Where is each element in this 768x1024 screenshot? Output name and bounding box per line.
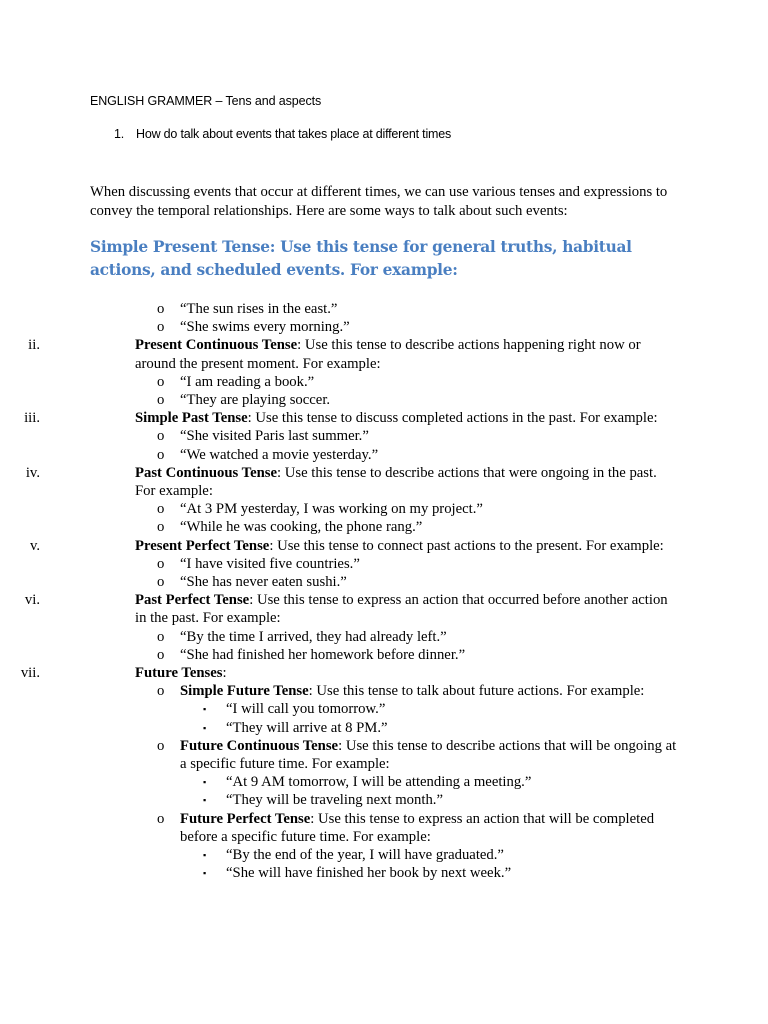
list-marker: iii.: [24, 410, 40, 427]
example-item: [0, 555, 680, 573]
example-text: “She has never eaten sushi.”: [180, 574, 347, 591]
example-item: [0, 646, 680, 664]
example-text: “The sun rises in the east.”: [180, 301, 338, 317]
example-text: “By the end of the year, I will have graduated.”: [226, 847, 504, 864]
example-text: “I will call you tomorrow.”: [226, 701, 386, 718]
example-text: “They will arrive at 8 PM.”: [226, 719, 388, 736]
tense-item: [0, 336, 680, 372]
example-text: “She visited Paris last summer.”: [180, 428, 369, 445]
example-item: [0, 791, 680, 809]
example-text: “I have visited five countries.”: [180, 555, 360, 572]
example-item: [0, 628, 680, 646]
tense-term: Past Perfect Tense: [135, 592, 250, 609]
list-marker: ii.: [28, 337, 40, 354]
example-item: [0, 446, 680, 464]
example-text: “While he was cooking, the phone rang.”: [180, 519, 423, 536]
example-item: [0, 700, 680, 718]
example-text: “At 3 PM yesterday, I was working on my project.”: [180, 501, 483, 518]
tense-list: [0, 300, 768, 883]
list-marker: v.: [29, 537, 40, 554]
example-text: “By the time I arrived, they had already left.”: [180, 628, 447, 645]
intro-paragraph: When discussing events that occur at different times, we can use various tenses and expressions to convey the temporal relationships. Here are some ways to talk about such events:: [90, 184, 668, 219]
bullet-circle-icon: o: [157, 574, 165, 591]
tense-term: Future Tenses: [135, 665, 223, 682]
bullet-circle-icon: o: [157, 373, 165, 390]
subtense-description: : Use this tense to express an action that will be completed before a specific future time. For example:: [180, 810, 655, 845]
tense-description: : Use this tense to connect past actions to the present. For example:: [269, 537, 664, 554]
question-item: [114, 127, 451, 141]
example-item: [0, 391, 680, 409]
example-item: [0, 500, 680, 518]
bullet-circle-icon: o: [157, 555, 165, 572]
tense-description: : Use this tense to describe actions happening right now or around the present moment. For example:: [135, 337, 641, 372]
section-heading: Simple Present Tense: Use this tense for general truths, habitual actions, and scheduled events. For example:: [90, 238, 632, 279]
tense-term: Present Continuous Tense: [135, 337, 298, 354]
tense-item: [0, 537, 680, 555]
example-item: [0, 300, 680, 318]
bullet-circle-icon: o: [157, 519, 165, 536]
tense-item: [0, 409, 680, 427]
tense-description: : Use this tense to discuss completed actions in the past. For example:: [247, 410, 658, 427]
bullet-circle-icon: o: [157, 319, 165, 336]
example-text: “We watched a movie yesterday.”: [180, 446, 379, 463]
example-item: [0, 573, 680, 591]
tense-description: : Use this tense to describe actions that were ongoing in the past. For example:: [135, 464, 657, 500]
list-marker: vi.: [24, 592, 40, 609]
example-item: [0, 427, 680, 445]
bullet-circle-icon: o: [157, 810, 165, 827]
tense-item: [0, 464, 680, 500]
subtense-item: [0, 682, 680, 700]
subtense-term: Future Perfect Tense: [180, 810, 311, 827]
tense-item: [0, 664, 680, 682]
tense-description: : Use this tense to express an action that occurred before another action in the past. For example:: [135, 592, 668, 627]
example-text: “She swims every morning.”: [180, 319, 350, 336]
bullet-circle-icon: o: [157, 628, 165, 645]
example-text: “They are playing soccer.: [180, 392, 331, 409]
bullet-circle-icon: o: [157, 446, 165, 463]
tense-term: Past Continuous Tense: [135, 464, 278, 481]
bullet-circle-icon: o: [157, 737, 165, 754]
bullet-square-icon: ▪: [203, 777, 207, 788]
tense-term: Simple Past Tense: [135, 410, 248, 427]
subtense-description: : Use this tense to talk about future actions. For example:: [308, 683, 645, 700]
example-item: [0, 773, 680, 791]
example-text: “She will have finished her book by next week.”: [226, 865, 512, 882]
example-text: “They will be traveling next month.”: [226, 792, 443, 809]
tense-item: [0, 591, 680, 627]
bullet-circle-icon: o: [157, 683, 165, 700]
bullet-circle-icon: o: [157, 501, 165, 518]
bullet-circle-icon: o: [157, 392, 165, 409]
question-number: 1.: [114, 127, 125, 141]
example-item: [0, 518, 680, 536]
example-item: [0, 846, 680, 864]
example-item: [0, 318, 680, 336]
example-text: “At 9 AM tomorrow, I will be attending a meeting.”: [226, 774, 532, 791]
bullet-square-icon: ▪: [203, 868, 207, 879]
bullet-circle-icon: o: [157, 646, 165, 663]
tense-description: :: [222, 665, 227, 682]
example-item: [0, 373, 680, 391]
subtense-description: : Use this tense to describe actions that will be ongoing at a specific future time. For example:: [180, 737, 677, 773]
example-text: “I am reading a book.”: [180, 373, 315, 390]
bullet-square-icon: ▪: [203, 795, 207, 806]
list-marker: vii.: [20, 665, 40, 682]
example-item: [0, 719, 680, 737]
example-item: [0, 864, 680, 882]
document-title: ENGLISH GRAMMER – Tens and aspects: [90, 94, 322, 108]
bullet-square-icon: ▪: [203, 704, 207, 715]
subtense-item: [0, 737, 680, 773]
example-text: “She had finished her homework before dinner.”: [180, 646, 466, 663]
bullet-circle-icon: o: [157, 301, 165, 317]
bullet-circle-icon: o: [157, 428, 165, 445]
subtense-item: [0, 810, 680, 846]
tense-term: Present Perfect Tense: [135, 537, 270, 554]
list-marker: iv.: [25, 464, 40, 481]
subtense-term: Simple Future Tense: [180, 683, 309, 700]
bullet-square-icon: ▪: [203, 722, 207, 733]
question-text: How do talk about events that takes place at different times: [136, 127, 452, 141]
bullet-square-icon: ▪: [203, 850, 207, 861]
subtense-term: Future Continuous Tense: [180, 737, 339, 754]
